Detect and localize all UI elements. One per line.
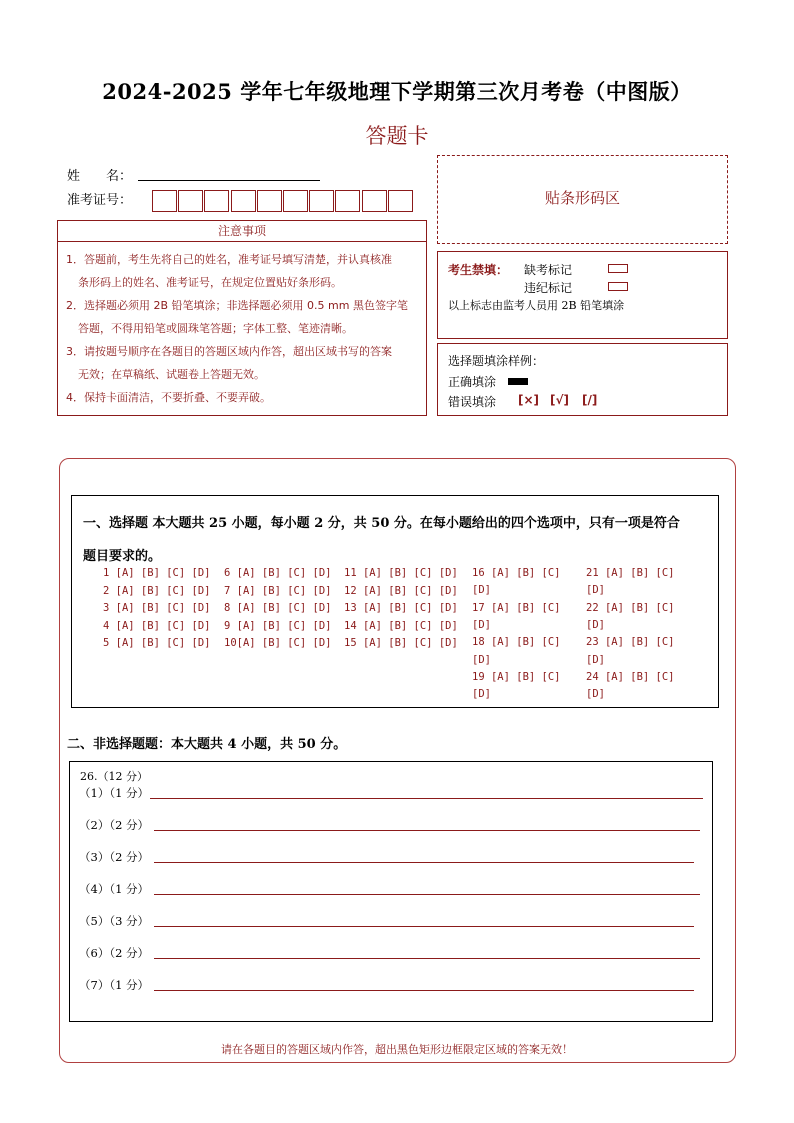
q26-part-label: （4）（1 分） <box>79 882 150 896</box>
choice-row[interactable]: [D] <box>472 688 491 701</box>
q26-part-label: （2）（2 分） <box>79 818 150 832</box>
notice-line: 无效；在草稿纸、试题卷上答题无效。 <box>78 368 265 381</box>
answer-line[interactable] <box>154 862 694 863</box>
choice-row[interactable]: 14 [A] [B] [C] [D] <box>344 619 458 632</box>
section1-header-line: 题目要求的。 <box>83 549 162 564</box>
section1-header <box>83 507 713 573</box>
choice-row[interactable]: 7 [A] [B] [C] [D] <box>224 584 332 597</box>
q26-title: 26.（12 分） <box>80 770 148 783</box>
choice-row[interactable]: 15 [A] [B] [C] [D] <box>344 637 458 649</box>
q26-part-label: （7）（1 分） <box>79 978 150 992</box>
choice-row[interactable]: 1 [A] [B] [C] [D] <box>103 567 211 579</box>
notice-line: 3．请按题号顺序在各题目的答题区域内作答，超出区域书写的答案 <box>66 345 392 358</box>
choice-row[interactable]: 11 [A] [B] [C] [D] <box>344 567 458 579</box>
wrong-mark: [×] <box>518 393 540 407</box>
id-label: 准考证号： <box>67 193 133 208</box>
wrong-fill-label: 错误填涂 <box>448 395 497 409</box>
choice-row[interactable]: [D] <box>472 584 491 597</box>
absent-mark-box[interactable] <box>608 264 628 273</box>
choice-row[interactable]: [D] <box>472 653 491 666</box>
choice-row[interactable]: 8 [A] [B] [C] [D] <box>224 602 332 614</box>
id-digit-box[interactable] <box>152 190 177 212</box>
choice-row[interactable]: 5 [A] [B] [C] [D] <box>103 637 211 649</box>
choice-row[interactable]: [D] <box>586 584 605 597</box>
name-label: 姓 名： <box>67 169 133 184</box>
wrong-mark: [/] <box>582 393 598 407</box>
examiner-only-box <box>437 251 728 339</box>
choice-row[interactable]: 9 [A] [B] [C] [D] <box>224 619 332 632</box>
wrong-mark: [√] <box>550 393 569 407</box>
q26-part-label: （6）（2 分） <box>79 946 150 960</box>
choice-row[interactable]: 4 [A] [B] [C] [D] <box>103 619 211 632</box>
answer-line[interactable] <box>154 830 700 831</box>
name-field[interactable] <box>138 180 320 181</box>
choice-row[interactable]: 19 [A] [B] [C] <box>472 670 561 683</box>
forbidden-note: 以上标志由监考人员用 2B 铅笔填涂 <box>448 299 625 312</box>
choice-row[interactable]: 12 [A] [B] [C] [D] <box>344 584 458 597</box>
footer-warning: 请在各题目的答题区域内作答，超出黑色矩形边框限定区域的答案无效！ <box>221 1043 573 1056</box>
choice-row[interactable]: 10[A] [B] [C] [D] <box>224 637 332 649</box>
answer-line[interactable] <box>154 990 694 991</box>
choice-row[interactable]: 17 [A] [B] [C] <box>472 601 561 614</box>
choice-row[interactable]: 13 [A] [B] [C] [D] <box>344 602 458 614</box>
id-digit-box[interactable] <box>204 190 229 212</box>
correct-fill-sample <box>508 378 528 385</box>
answer-line[interactable] <box>154 926 694 927</box>
barcode-area: 贴条形码区 <box>437 155 728 244</box>
q26-part-label: （5）（3 分） <box>79 914 150 928</box>
notice-line: 4．保持卡面清洁，不要折叠、不要弄破。 <box>66 391 271 404</box>
choice-row[interactable]: [D] <box>586 618 605 631</box>
choice-row[interactable]: 24 [A] [B] [C] <box>586 670 675 683</box>
choice-row[interactable]: [D] <box>472 618 491 631</box>
correct-fill-label: 正确填涂 <box>448 375 497 389</box>
answer-line[interactable] <box>154 958 700 959</box>
section1-header-line: 一、选择题 本大题共 25 小题，每小题 2 分，共 50 分。在每小题给出的四个选项中，只有一项是符合 <box>83 516 680 531</box>
choice-row[interactable]: 23 [A] [B] [C] <box>586 636 675 649</box>
violation-label: 违纪标记 <box>524 281 573 295</box>
violation-mark-box[interactable] <box>608 282 628 291</box>
notice-heading: 注意事项 <box>57 220 427 242</box>
answer-line[interactable] <box>150 798 703 799</box>
id-digit-box[interactable] <box>257 190 282 212</box>
choice-row[interactable]: 6 [A] [B] [C] [D] <box>224 567 332 579</box>
section2-header: 二、非选择题题：本大题共 4 小题，共 50 分。 <box>67 737 347 752</box>
choice-row[interactable]: [D] <box>586 653 605 666</box>
id-digit-box[interactable] <box>388 190 413 212</box>
choice-row[interactable]: [D] <box>586 688 605 701</box>
id-digit-box[interactable] <box>335 190 360 212</box>
notice-line: 答题，不得用铅笔或圆珠笔答题；字体工整、笔迹清晰。 <box>78 322 353 335</box>
sample-title: 选择题填涂样例： <box>448 354 545 368</box>
id-digit-box[interactable] <box>178 190 203 212</box>
choice-row[interactable]: 16 [A] [B] [C] <box>472 567 561 579</box>
q26-part-label: （3）（2 分） <box>79 850 150 864</box>
notice-line: 条形码上的姓名、准考证号，在规定位置贴好条形码。 <box>78 276 342 289</box>
notice-line: 2．选择题必须用 2B 铅笔填涂；非选择题必须用 0.5 mm 黑色签字笔 <box>66 299 408 312</box>
id-digit-box[interactable] <box>283 190 308 212</box>
forbidden-label: 考生禁填： <box>448 263 509 277</box>
id-digit-box[interactable] <box>309 190 334 212</box>
page-title: 2024-2025 学年七年级地理下学期第三次月考卷（中图版） <box>102 79 692 104</box>
notice-body <box>57 242 427 416</box>
absent-label: 缺考标记 <box>524 263 573 277</box>
answer-sheet-subtitle: 答题卡 <box>365 124 429 148</box>
answer-line[interactable] <box>154 894 700 895</box>
fill-sample-box <box>437 343 728 416</box>
id-digit-box[interactable] <box>231 190 256 212</box>
id-digit-box[interactable] <box>362 190 387 212</box>
choice-row[interactable]: 18 [A] [B] [C] <box>472 636 561 649</box>
choice-row[interactable]: 2 [A] [B] [C] [D] <box>103 584 211 597</box>
notice-line: 1．答题前，考生先将自己的姓名，准考证号填写清楚，并认真核准 <box>66 253 392 266</box>
q26-part-label: （1）（1 分） <box>79 786 150 800</box>
choice-row[interactable]: 22 [A] [B] [C] <box>586 601 675 614</box>
choice-row[interactable]: 3 [A] [B] [C] [D] <box>103 602 211 614</box>
question-26-box <box>69 761 713 1022</box>
choice-row[interactable]: 21 [A] [B] [C] <box>586 567 675 579</box>
